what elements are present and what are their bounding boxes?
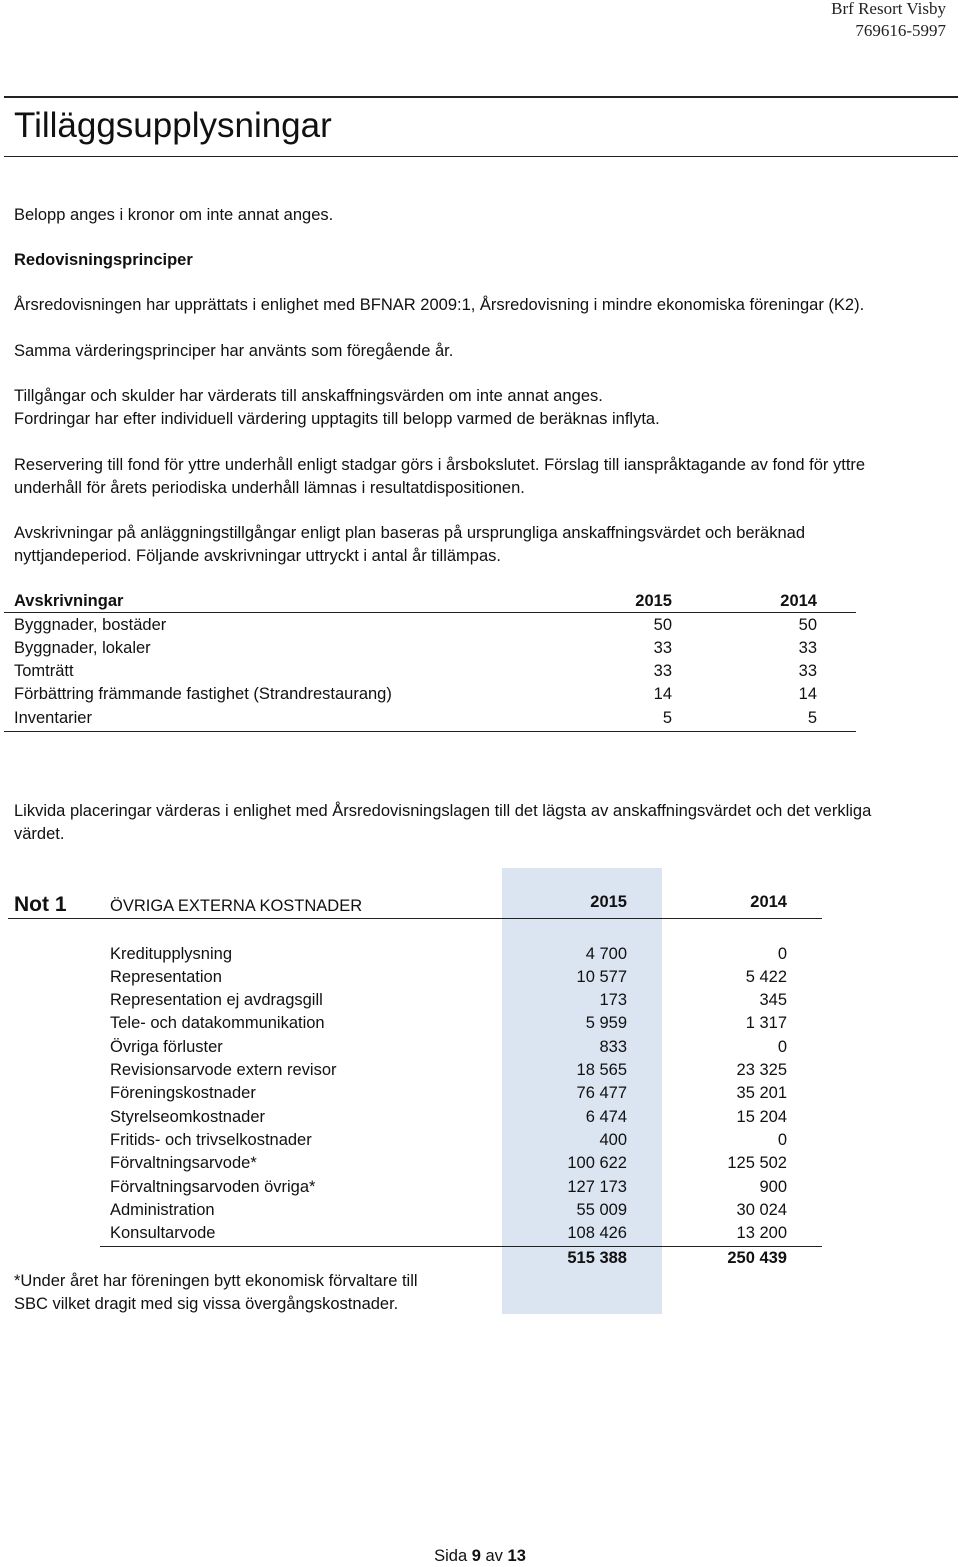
row-value-2015: 6 474 xyxy=(585,1108,627,1126)
footnote-line1: *Under året har föreningen bytt ekonomisk förvaltare till xyxy=(14,1272,418,1290)
note-title: ÖVRIGA EXTERNA KOSTNADER xyxy=(110,897,363,915)
depreciation-header-2014: 2014 xyxy=(780,592,817,610)
org-number: 769616-5997 xyxy=(855,21,946,40)
principles-p5-line2: nyttjandeperiod. Följande avskrivningar uttryckt i antal år tillämpas. xyxy=(14,547,501,565)
row-value-2015: 100 622 xyxy=(567,1154,627,1172)
table-row xyxy=(110,1199,820,1222)
title-rule xyxy=(4,156,958,157)
liquid-line2: värdet. xyxy=(14,825,65,843)
table-row xyxy=(110,1059,820,1082)
principles-p2: Samma värderingsprinciper har använts som föregående år. xyxy=(14,342,454,360)
row-value-2015: 108 426 xyxy=(567,1224,627,1242)
row-label: Föreningskostnader xyxy=(110,1084,256,1102)
row-value-2014: 15 204 xyxy=(736,1108,787,1126)
principles-p1: Årsredovisningen har upprättats i enlighet med BFNAR 2009:1, Årsredovisning i mindre ekonomiska föreningar (K2). xyxy=(14,296,865,314)
row-value-2015: 18 565 xyxy=(576,1061,627,1079)
table-row xyxy=(110,1222,820,1245)
row-label: Styrelseomkostnader xyxy=(110,1108,265,1126)
table-row xyxy=(14,660,854,683)
row-value-2014: 1 317 xyxy=(745,1014,787,1032)
table-row xyxy=(110,1036,820,1059)
depreciation-header-label: Avskrivningar xyxy=(14,592,124,610)
depreciation-header-2015: 2015 xyxy=(635,592,672,610)
row-value-2014: 50 xyxy=(798,616,817,634)
row-value-2014: 5 xyxy=(807,709,817,727)
table-row xyxy=(14,707,854,730)
row-label: Förvaltningsarvode* xyxy=(110,1154,257,1172)
row-value-2015: 5 959 xyxy=(585,1014,627,1032)
header-rule xyxy=(4,96,958,98)
principles-p4-line1: Reservering till fond för yttre underhåll enligt stadgar görs i årsbokslutet. Förslag till ianspråktagande av fond för yttre xyxy=(14,456,866,474)
row-label: Revisionsarvode extern revisor xyxy=(110,1061,337,1079)
table-row xyxy=(14,614,854,637)
page-title: Tilläggsupplysningar xyxy=(14,106,332,145)
row-value-2015: 833 xyxy=(599,1038,627,1056)
row-label: Tele- och datakommunikation xyxy=(110,1014,325,1032)
note-total-2014: 250 439 xyxy=(727,1249,787,1267)
page-footer xyxy=(0,1547,960,1566)
footer-page: 9 xyxy=(471,1547,481,1565)
footnote-line2: SBC vilket dragit med sig vissa övergångskostnader. xyxy=(14,1295,399,1313)
row-label: Kreditupplysning xyxy=(110,945,232,963)
table-row xyxy=(110,989,820,1012)
row-value-2015: 55 009 xyxy=(576,1201,627,1219)
principles-p4-line2: underhåll för årets periodiska underhåll lämnas i resultatdispositionen. xyxy=(14,479,525,497)
note-total-2015: 515 388 xyxy=(567,1249,627,1267)
depreciation-bottom-rule xyxy=(4,731,856,732)
row-label: Representation xyxy=(110,968,222,986)
row-value-2014: 33 xyxy=(798,662,817,680)
row-label: Tomträtt xyxy=(14,662,74,680)
row-value-2014: 5 422 xyxy=(745,968,787,986)
table-row xyxy=(110,1106,820,1129)
liquid-line1: Likvida placeringar värderas i enlighet med Årsredovisningslagen till det lägsta av anskaffningsvärdet och det verkliga xyxy=(14,802,872,820)
row-value-2014: 35 201 xyxy=(736,1084,787,1102)
depreciation-header-rule xyxy=(4,612,856,613)
table-row xyxy=(110,943,820,966)
row-value-2015: 33 xyxy=(653,662,672,680)
footer-total: 13 xyxy=(507,1547,526,1565)
row-label: Fritids- och trivselkostnader xyxy=(110,1131,312,1149)
row-value-2015: 4 700 xyxy=(585,945,627,963)
row-label: Administration xyxy=(110,1201,215,1219)
footer-sep: av xyxy=(485,1547,503,1565)
row-label: Förvaltningsarvoden övriga* xyxy=(110,1178,316,1196)
table-row xyxy=(110,966,820,989)
table-row xyxy=(14,637,854,660)
row-value-2014: 14 xyxy=(798,685,817,703)
row-label: Byggnader, bostäder xyxy=(14,616,167,634)
table-row xyxy=(14,683,854,706)
row-value-2015: 76 477 xyxy=(576,1084,627,1102)
footer-prefix: Sida xyxy=(434,1547,468,1565)
principles-p5-line1: Avskrivningar på anläggningstillgångar enligt plan baseras på ursprungliga anskaffningsvärdet och beräknad xyxy=(14,524,805,542)
row-value-2015: 10 577 xyxy=(576,968,627,986)
note-total-row xyxy=(110,1247,820,1270)
row-value-2014: 0 xyxy=(777,1131,787,1149)
table-row xyxy=(110,1152,820,1175)
row-value-2015: 127 173 xyxy=(567,1178,627,1196)
principles-p3-line2: Fordringar har efter individuell värdering upptagits till belopp varmed de beräknas inflyta. xyxy=(14,410,660,428)
row-value-2014: 125 502 xyxy=(727,1154,787,1172)
row-label: Byggnader, lokaler xyxy=(14,639,151,657)
row-value-2015: 173 xyxy=(599,991,627,1009)
depreciation-header xyxy=(14,590,854,613)
row-value-2015: 400 xyxy=(599,1131,627,1149)
row-value-2014: 0 xyxy=(777,1038,787,1056)
row-value-2015: 33 xyxy=(653,639,672,657)
row-value-2014: 33 xyxy=(798,639,817,657)
note-year-2014: 2014 xyxy=(750,893,787,911)
row-value-2014: 30 024 xyxy=(736,1201,787,1219)
note-header-rule xyxy=(8,918,822,919)
row-label: Konsultarvode xyxy=(110,1224,216,1242)
table-row xyxy=(110,1082,820,1105)
row-value-2014: 23 325 xyxy=(736,1061,787,1079)
org-name: Brf Resort Visby xyxy=(831,0,946,18)
row-value-2014: 345 xyxy=(759,991,787,1009)
row-value-2015: 14 xyxy=(653,685,672,703)
note-year-2015: 2015 xyxy=(590,893,627,911)
principles-p3-line1: Tillgångar och skulder har värderats till anskaffningsvärden om inte annat anges. xyxy=(14,387,603,405)
row-value-2014: 13 200 xyxy=(736,1224,787,1242)
row-label: Representation ej avdragsgill xyxy=(110,991,323,1009)
row-value-2014: 900 xyxy=(759,1178,787,1196)
note-number: Not 1 xyxy=(14,893,67,916)
principles-heading: Redovisningsprinciper xyxy=(14,251,193,269)
table-row xyxy=(110,1176,820,1199)
intro-text: Belopp anges i kronor om inte annat anges. xyxy=(14,206,334,224)
row-label: Övriga förluster xyxy=(110,1038,223,1056)
table-row xyxy=(110,1129,820,1152)
row-label: Förbättring främmande fastighet (Strandrestaurang) xyxy=(14,685,392,703)
table-row xyxy=(110,1012,820,1035)
row-value-2015: 5 xyxy=(662,709,672,727)
row-value-2014: 0 xyxy=(777,945,787,963)
row-label: Inventarier xyxy=(14,709,92,727)
row-value-2015: 50 xyxy=(653,616,672,634)
